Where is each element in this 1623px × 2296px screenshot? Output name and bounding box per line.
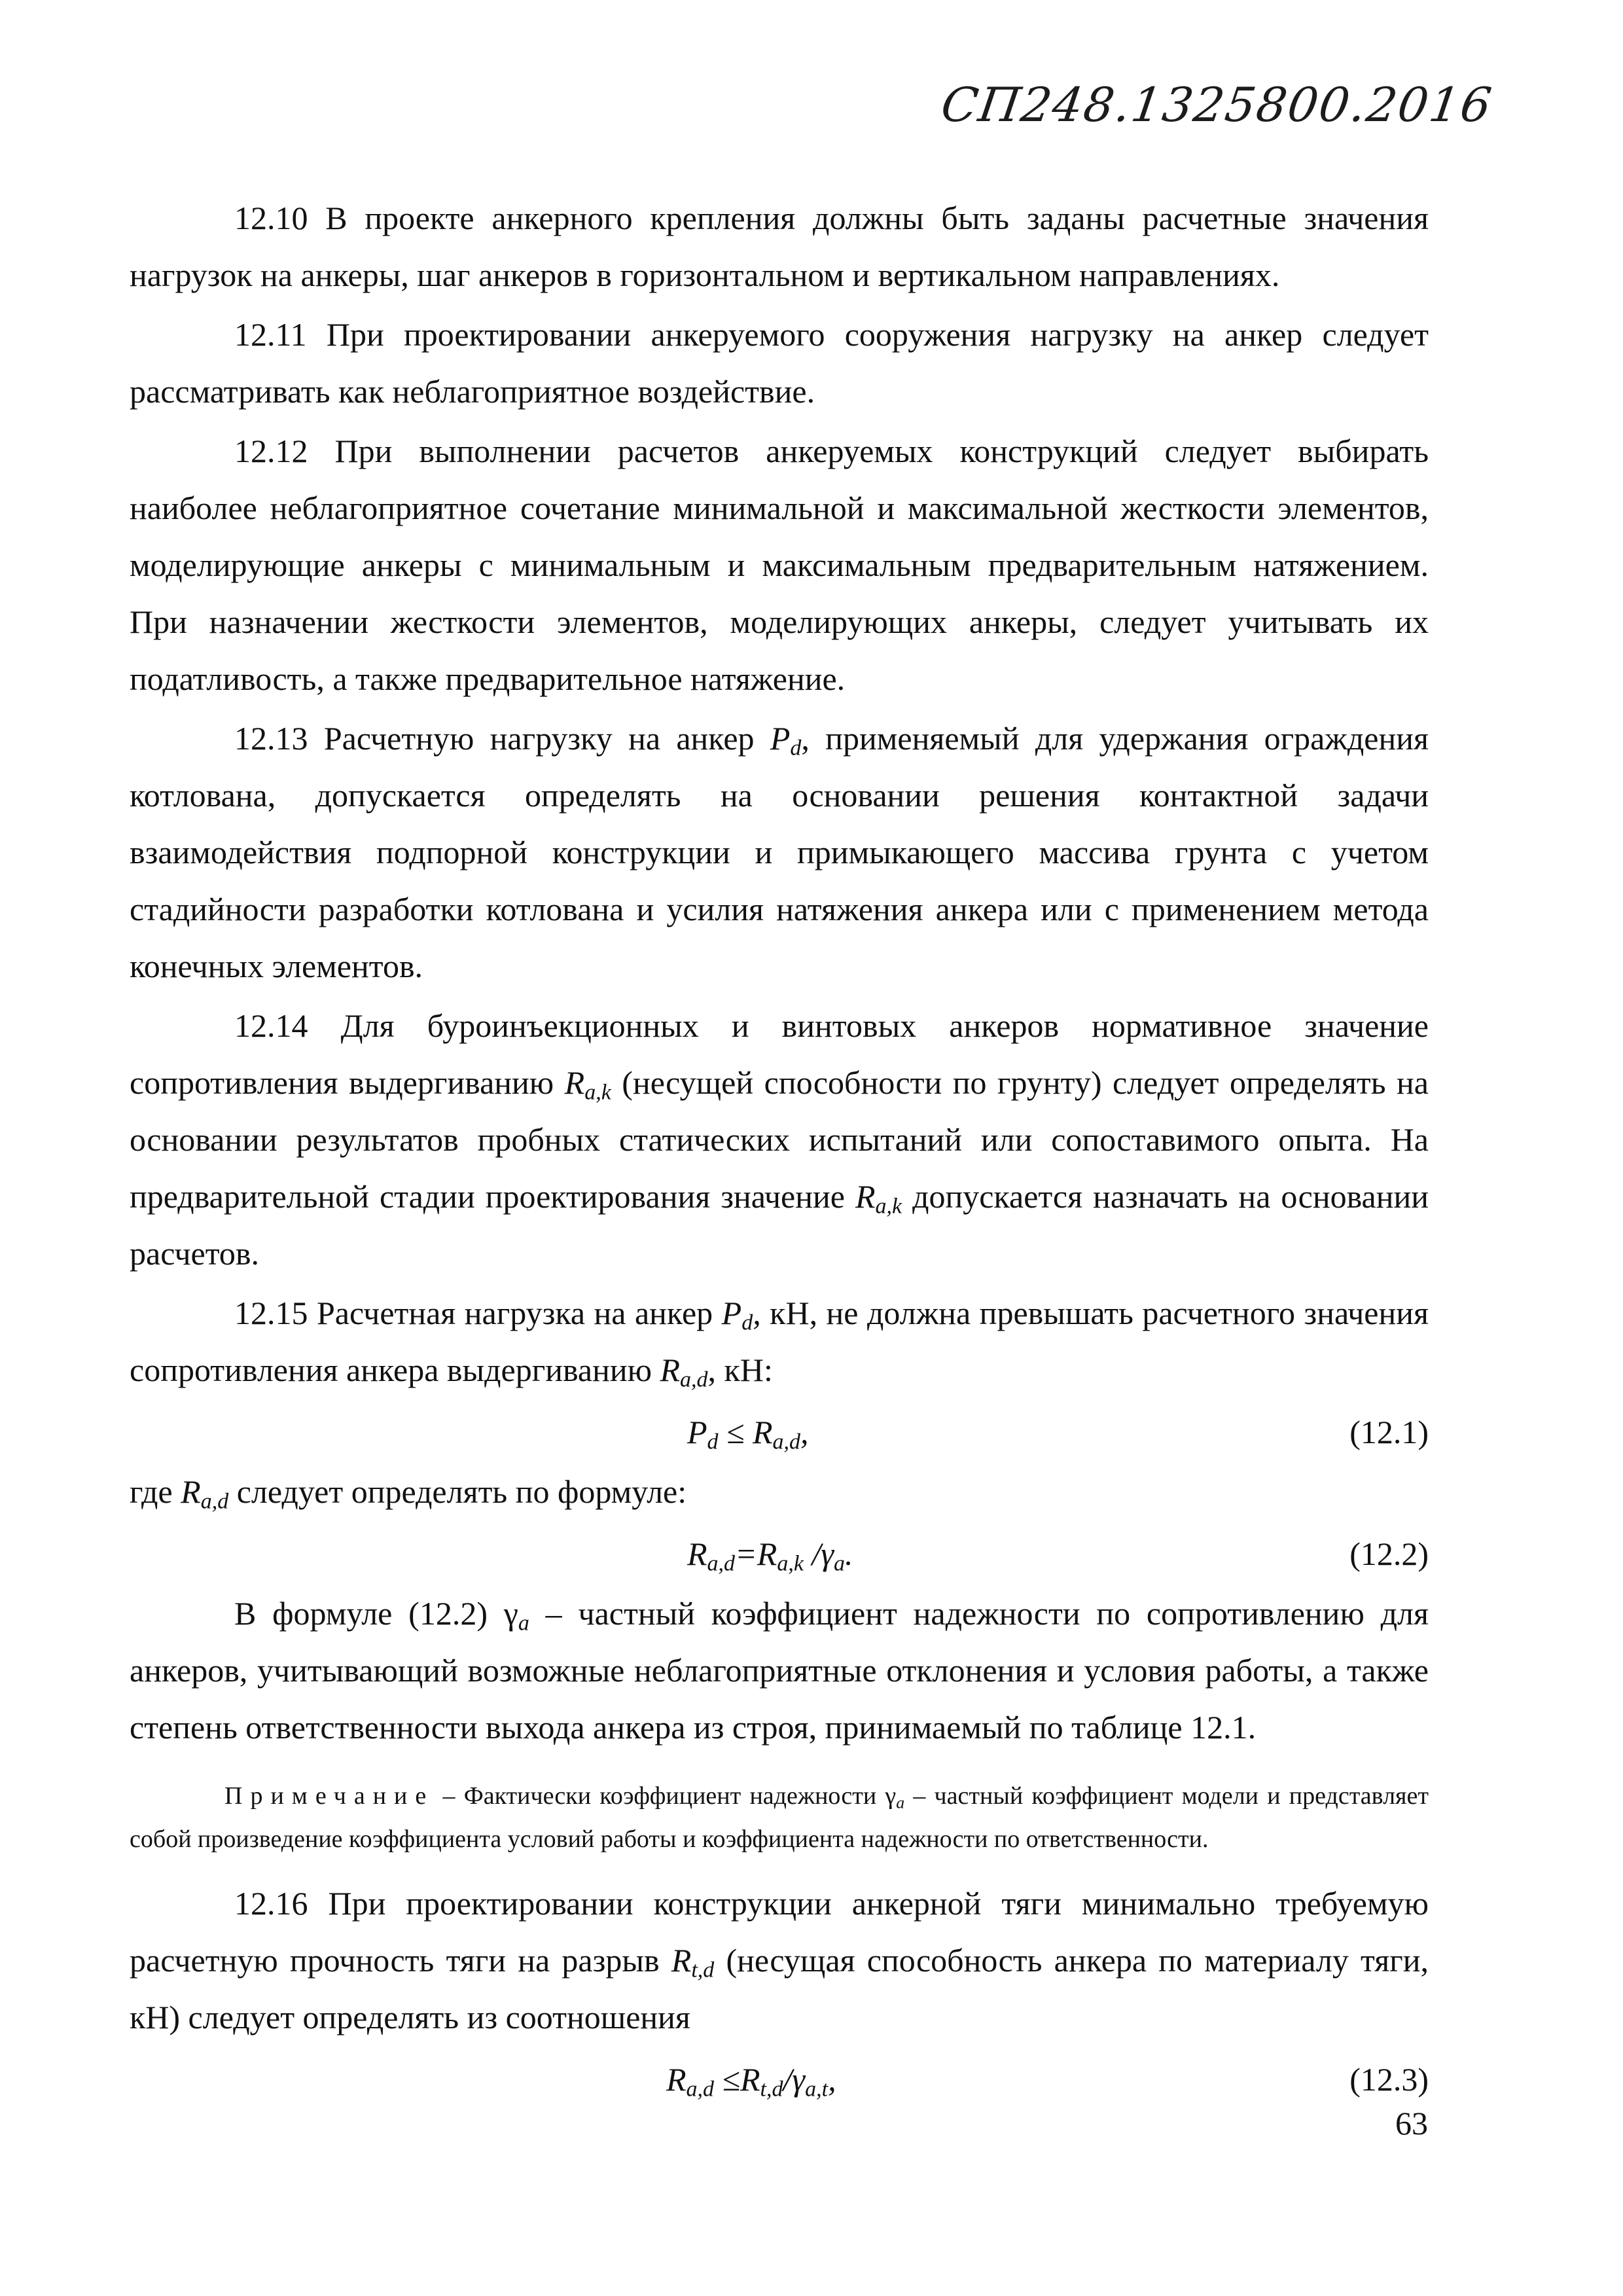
formula-number: (12.1) bbox=[1349, 1414, 1429, 1450]
paragraph-12-10: 12.10 В проекте анкерного крепления должны быть заданы расчетные значения нагрузок на анкеры, шаг анкеров в горизонтальном и вертикальном направлениях. bbox=[130, 200, 1429, 293]
document-body bbox=[130, 190, 1429, 2111]
paragraph-12-13: 12.13 Расчетную нагрузку на анкер $P_d$, применяемый для удержания ограждения котлована, допускается определять на основании решения контактной задачи взаимодействия подпорной конструкции и примыкающего массива грунта с учетом стадийности разработки котлована и усилия натяжения анкера или с применением метода конечных элементов. bbox=[130, 720, 1429, 984]
paragraph-formula-explanation: В формуле (12.2) $\gamma_a$ – частный коэффициент надежности по сопротивлению для анкеров, учитывающий возможные неблагоприятные отклонения и условия работы, а также степень ответственности выхода анкера из строя, принимаемый по таблице 12.1. bbox=[130, 1595, 1429, 1746]
note-label: Примечание bbox=[224, 1782, 435, 1810]
formula-12-1: $P_d \le R_{a,d}$, (12.1) bbox=[130, 1401, 1429, 1463]
symbol-P: P bbox=[770, 720, 791, 757]
paragraph-12-14: 12.14 Для буроинъекционных и винтовых анкеров нормативное значение сопротивления выдергиванию $R_{a,k}$ (несущей способности по грунту) следует определять на основании результатов пробных статических испытаний или сопоставимого опыта. На предварительной стадии проектирования значение $R_{a,k}$ допускается назначать на основании расчетов. bbox=[130, 1007, 1429, 1272]
formula-12-3: $R_{a,d} \le R_{t,d}/\gamma_{a,t}$, (12.3) bbox=[130, 2049, 1429, 2111]
document-code-stamp: СП248.1325800.2016 bbox=[938, 77, 1496, 132]
page-number: 63 bbox=[1395, 2105, 1428, 2142]
formula-number: (12.2) bbox=[1349, 1535, 1429, 1572]
formula-number: (12.3) bbox=[1349, 2061, 1429, 2098]
where-line: где $R_{a,d}$ следует определять по формуле: bbox=[130, 1473, 687, 1514]
paragraph-12-15: 12.15 Расчетная нагрузка на анкер $P_d$, кН, не должна превышать расчетного значения сопротивления анкера выдергиванию $R_{a,d}$, кН: bbox=[130, 1295, 1429, 1392]
formula-12-2: $R_{a,d}=R_{a,k}$ $/\gamma_a$. (12.2) bbox=[130, 1523, 1429, 1585]
note-block: Примечание – Фактически коэффициент надежности $\gamma_a$ – частный коэффициент модели и представляет собой произведение коэффициента условий работы и коэффициента надежности по ответственности. bbox=[130, 1782, 1429, 1853]
paragraph-12-12: 12.12 При выполнении расчетов анкеруемых конструкций следует выбирать наиболее неблагоприятное сочетание минимальной и максимальной жесткости элементов, моделирующие анкеры с минимальным и максимальным предварительным натяжением. При назначении жесткости элементов, моделирующих анкеры, следует учитывать их податливость, а также предварительное натяжение. bbox=[130, 433, 1429, 697]
paragraph-12-11: 12.11 При проектировании анкеруемого сооружения нагрузку на анкер следует рассматривать как неблагоприятное воздействие. bbox=[130, 316, 1429, 410]
paragraph-12-16: 12.16 При проектировании конструкции анкерной тяги минимально требуемую расчетную прочность тяги на разрыв $R_{t,d}$ (несущая способность анкера по материалу тяги, кН) следует определять из соотношения bbox=[130, 1885, 1429, 2036]
